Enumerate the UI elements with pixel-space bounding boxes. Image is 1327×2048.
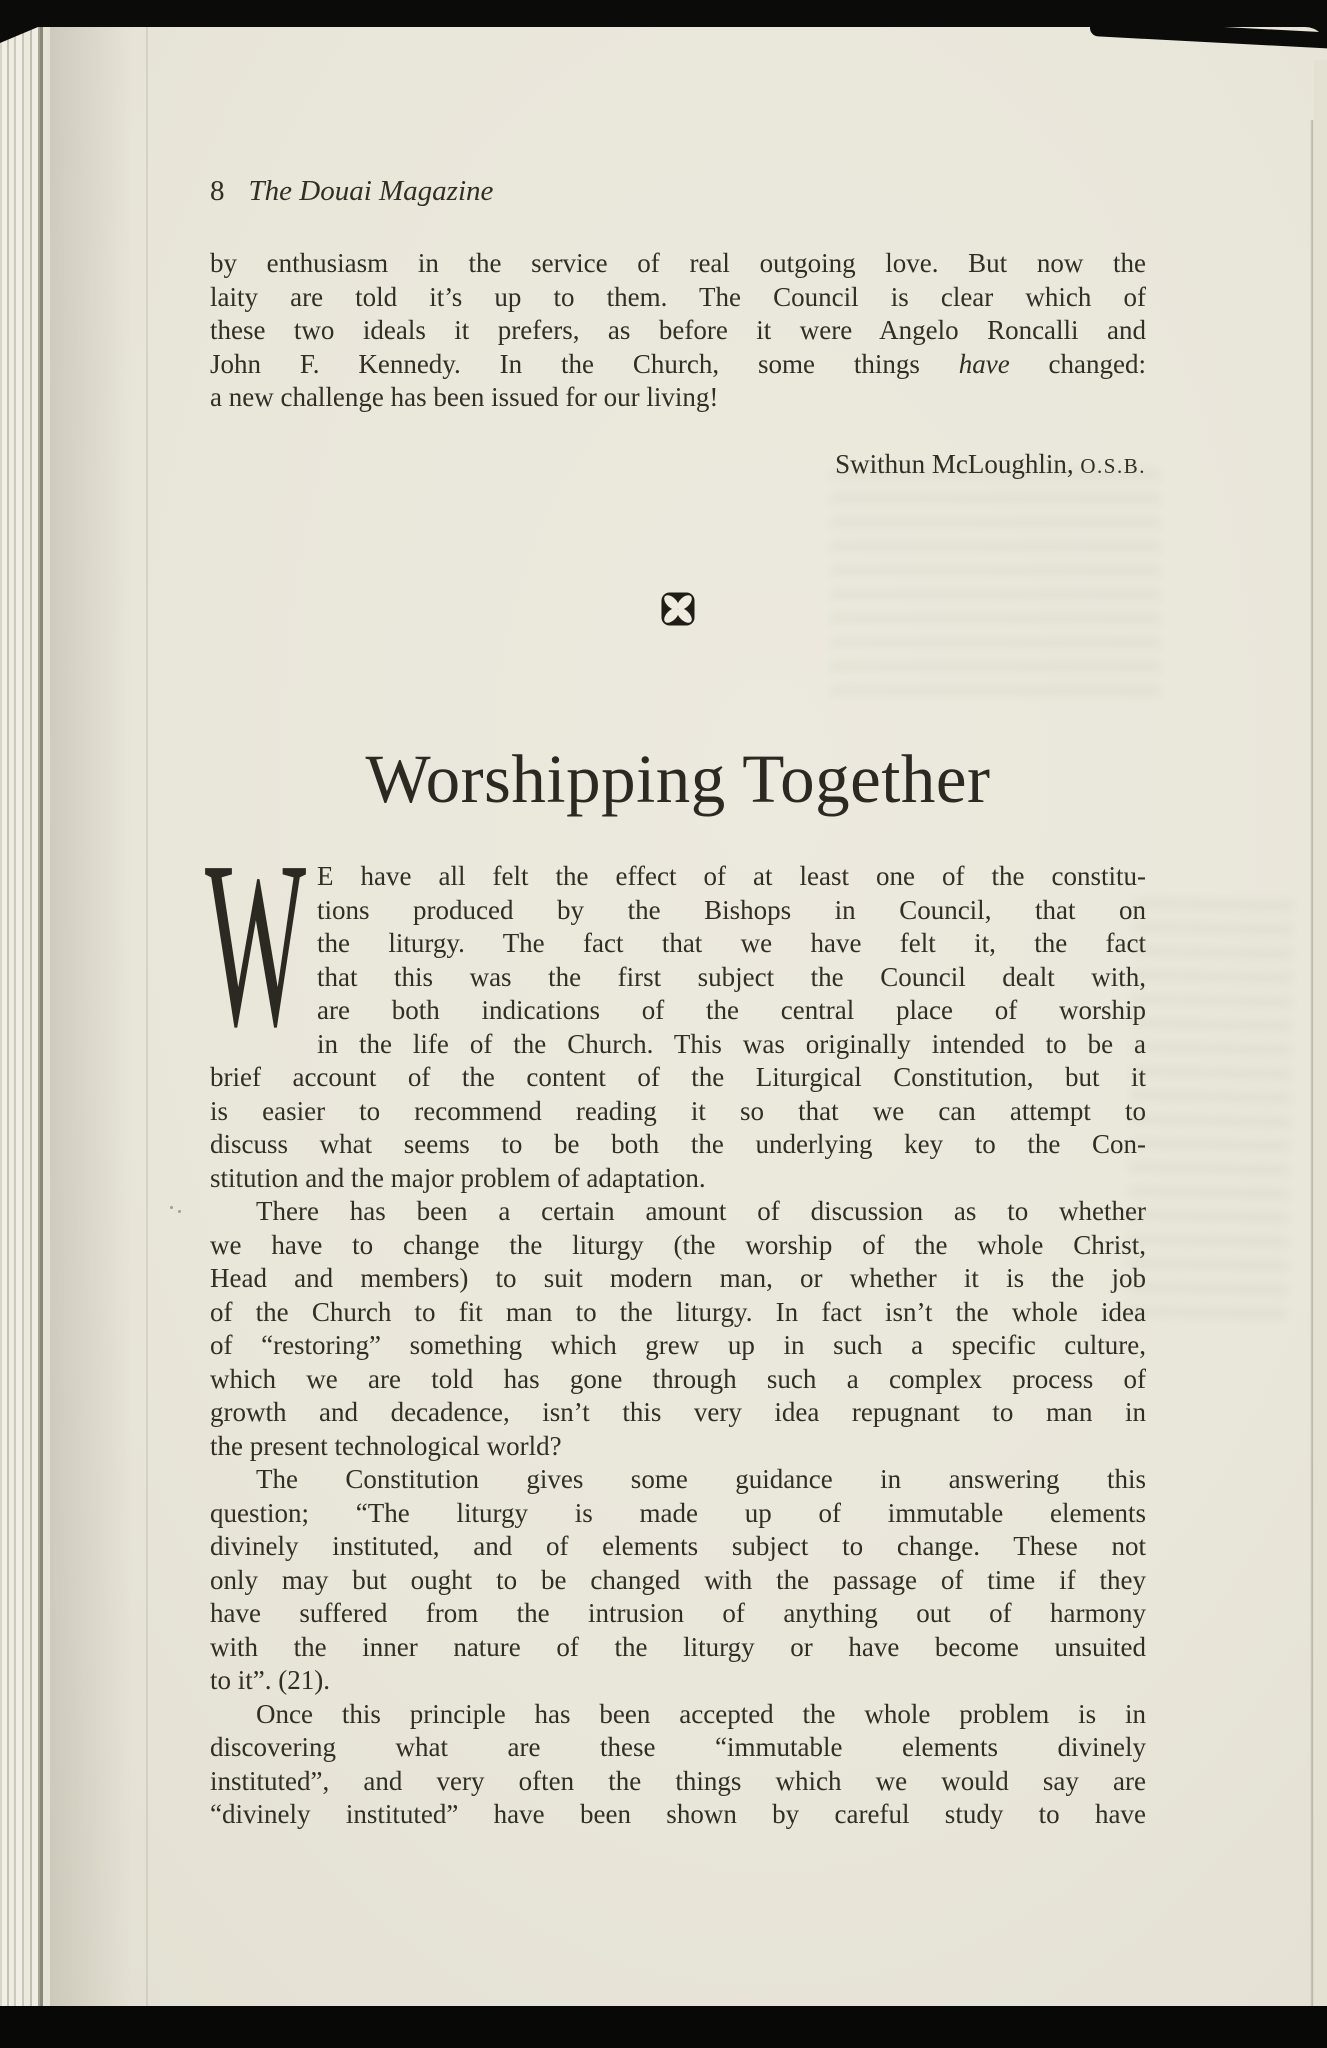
text-line: tions produced by the Bishops in Council, that on [317,894,1146,925]
drop-cap [205,813,317,1076]
text-line: only may but ought to be changed with the passage of time if they [210,1564,1146,1595]
text-line: discovering what are these “immutable elements divinely [210,1732,1146,1762]
text-line: There has been a certain amount of discussion as to whether [256,1196,1146,1226]
text-segment: changed: [1009,348,1147,379]
text-line: these two ideals it prefers, as before it were Angelo Roncalli and [210,315,1146,345]
text-line: with the inner nature of the liturgy or have become unsuited [210,1631,1146,1662]
quatrefoil-cross-ornament-icon [660,591,696,627]
text-line: we have to change the liturgy (the worship of the whole Christ, [210,1229,1146,1260]
text-line: have suffered from the intrusion of anything out of harmony [210,1598,1146,1628]
margin-mark [170,1206,184,1214]
text-line: by enthusiasm in the service of real outgoing love. But now the [210,248,1146,278]
text-line: a new challenge has been issued for our living! [210,382,719,412]
text-line: in the life of the Church. This was originally intended to be a [317,1028,1146,1059]
text-line: are both indications of the central place of worship [317,995,1146,1025]
section-divider [210,591,1146,632]
cover-corner [0,27,38,43]
text-line: discuss what seems to be both the underlying key to the Con- [210,1129,1146,1159]
text-line: laity are told it’s up to them. The Council is clear which of [210,281,1146,312]
text-line: question; “The liturgy is made up of immutable elements [210,1497,1146,1528]
text-line: which we are told has gone through such a complex process of [210,1363,1146,1394]
text-line: stitution and the major problem of adaptation. [210,1162,706,1193]
under-page-edge [146,27,148,2006]
text-line: to it”. (21). [210,1665,330,1695]
text-line: E have all felt the effect of at least one of the constitu- [317,861,1146,891]
text-line: of “restoring” something which grew up in such a specific culture, [210,1330,1146,1360]
text-line: is easier to recommend reading it so that we can attempt to [210,1095,1146,1126]
magazine-title: The Douai Magazine [248,175,494,207]
cover-band-bottom [0,2006,1327,2048]
text-line: The Constitution gives some guidance in answering this [256,1464,1146,1494]
drop-cap-letter: W [205,813,307,1076]
text-line: growth and decadence, isn’t this very idea repugnant to man in [210,1397,1146,1427]
text-line: Once this principle has been accepted the whole problem is in [256,1698,1146,1729]
text-line: “divinely instituted” have been shown by careful study to have [210,1799,1146,1829]
text-line: the present technological world? [210,1430,562,1461]
text-line: that this was the first subject the Council dealt with, [317,961,1146,992]
text-line: Head and members) to suit modern man, or whether it is the job [210,1263,1146,1293]
gutter-shadow [50,27,160,2006]
article-title: Worshipping Together [365,741,991,817]
text-line [210,348,1146,382]
text-line: the liturgy. The fact that we have felt it, the fact [317,928,1146,958]
text-line: divinely instituted, and of elements subject to change. These not [210,1531,1146,1561]
intro-paragraph [210,247,1146,415]
author-name: Swithun McLoughlin, [835,449,1081,479]
text-segment: John F. Kennedy. In the Church, some things [210,348,959,379]
article-body [205,813,1146,1832]
book-page-edges [0,27,50,2006]
text-line: instituted”, and very often the things which we would say are [210,1765,1146,1796]
text-line: of the Church to fit man to the liturgy. In fact isn’t the whole idea [210,1296,1146,1327]
italic-text-segment: have [958,348,1010,379]
text-line: brief account of the content of the Liturgical Constitution, but it [210,1062,1146,1092]
author-signature [210,449,1146,480]
religious-order-suffix: O.S.B. [1080,454,1146,478]
running-head [210,175,1146,208]
page-number: 8 [210,175,225,207]
page-right-edge [1314,60,1327,2006]
